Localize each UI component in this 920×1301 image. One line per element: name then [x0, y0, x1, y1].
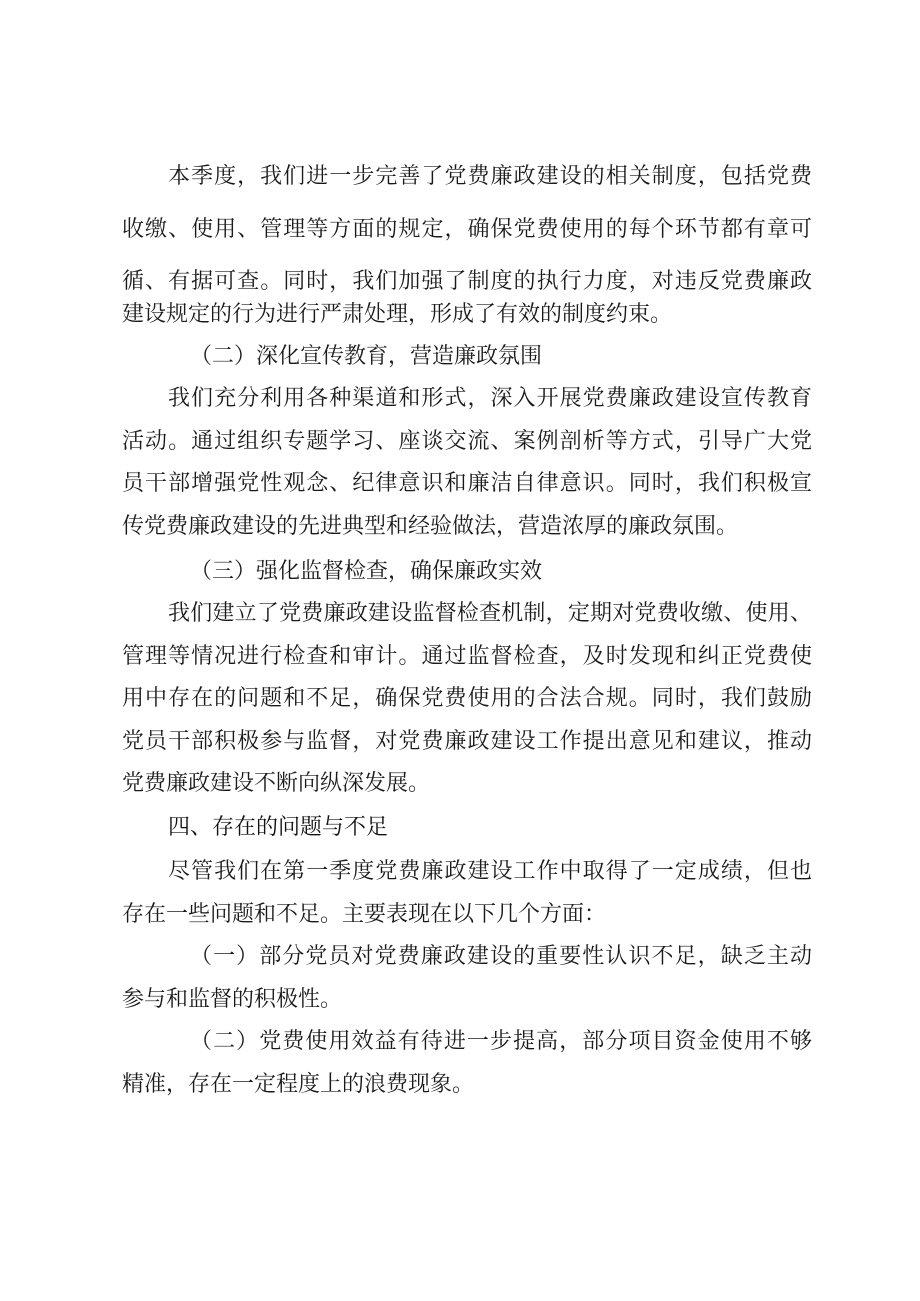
- paragraph-line: 存在一些问题和不足。主要表现在以下几个方面：: [122, 902, 607, 927]
- section-heading: 四、存在的问题与不足: [168, 815, 389, 840]
- paragraph-line: 收缴、使用、管理等方面的规定，确保党费使用的每个环节都有章可: [122, 217, 812, 242]
- paragraph-line: 管理等情况进行检查和审计。通过监督检查，及时发现和纠正党费使: [122, 644, 812, 669]
- paragraph-line: 尽管我们在第一季度党费廉政建设工作中取得了一定成绩，但也: [168, 859, 812, 884]
- paragraph-line: 活动。通过组织专题学习、座谈交流、案例剖析等方式，引导广大党: [122, 429, 812, 454]
- paragraph-line: 参与和监督的积极性。: [122, 987, 343, 1012]
- paragraph-line: 我们建立了党费廉政建设监督检查机制，定期对党费收缴、使用、: [168, 601, 812, 626]
- paragraph-line: 传党费廉政建设的先进典型和经验做法，营造浓厚的廉政氛围。: [122, 514, 739, 539]
- paragraph-line: （二）党费使用效益有待进一步提高，部分项目资金使用不够: [190, 1029, 812, 1054]
- paragraph-line: 精准，存在一定程度上的浪费现象。: [122, 1072, 475, 1097]
- paragraph-line: 员干部增强党性观念、纪律意识和廉洁自律意识。同时，我们积极宣: [122, 471, 812, 496]
- paragraph-line: 循、有据可查。同时，我们加强了制度的执行力度，对违反党费廉政: [122, 269, 812, 294]
- section-subheading: （三）强化监督检查，确保廉政实效: [190, 559, 543, 584]
- paragraph-line: （一）部分党员对党费廉政建设的重要性认识不足，缺乏主动: [190, 944, 812, 969]
- paragraph-line: 用中存在的问题和不足，确保党费使用的合法合规。同时，我们鼓励: [122, 686, 812, 711]
- paragraph-line: 党费廉政建设不断向纵深发展。: [122, 771, 431, 796]
- paragraph-line: 党员干部积极参与监督，对党费廉政建设工作提出意见和建议，推动: [122, 729, 812, 754]
- paragraph-line: 我们充分利用各种渠道和形式，深入开展党费廉政建设宣传教育: [168, 386, 812, 411]
- section-subheading: （二）深化宣传教育，营造廉政氛围: [190, 344, 543, 369]
- paragraph-line: 建设规定的行为进行严肃处理，形成了有效的制度约束。: [122, 302, 673, 327]
- paragraph-line: 本季度，我们进一步完善了党费廉政建设的相关制度，包括党费: [168, 164, 812, 189]
